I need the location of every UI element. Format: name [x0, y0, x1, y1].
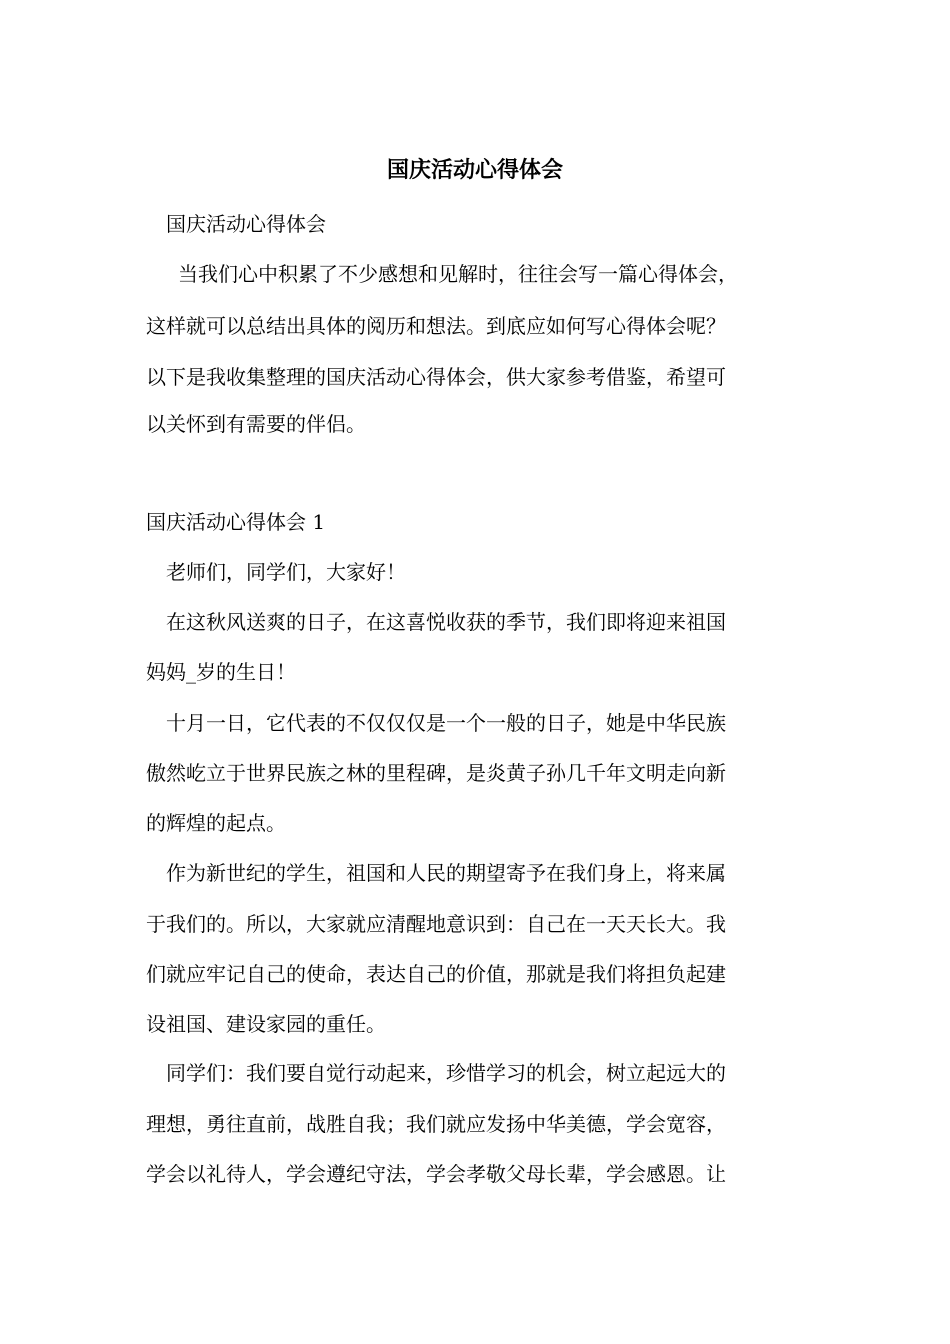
intro-line: 当我们心中积累了不少感想和见解时，往往会写一篇心得体会，: [178, 262, 738, 286]
paragraph-line: 于我们的。所以，大家就应清醒地意识到：自己在一天天长大。我: [146, 912, 726, 936]
paragraph-line: 在这秋风送爽的日子，在这喜悦收获的季节，我们即将迎来祖国: [166, 610, 726, 634]
paragraph-line: 十月一日，它代表的不仅仅仅是一个一般的日子，她是中华民族: [166, 711, 726, 735]
paragraph-line: 妈妈_岁的生日！: [146, 660, 296, 684]
intro-line: 这样就可以总结出具体的阅历和想法。到底应如何写心得体会呢？: [146, 314, 726, 338]
intro-line: 以下是我收集整理的国庆活动心得体会，供大家参考借鉴，希望可: [146, 365, 726, 389]
paragraph-line: 设祖国、建设家园的重任。: [146, 1012, 386, 1036]
paragraph-line: 们就应牢记自己的使命，表达自己的价值，那就是我们将担负起建: [146, 962, 726, 986]
document-subtitle: 国庆活动心得体会: [166, 212, 326, 236]
paragraph-line: 傲然屹立于世界民族之林的里程碑，是炎黄子孙几千年文明走向新: [146, 761, 726, 785]
paragraph-line: 理想，勇往直前，战胜自我；我们就应发扬中华美德，学会宽容，: [146, 1112, 726, 1136]
intro-line: 以关怀到有需要的伴侣。: [146, 412, 366, 436]
greeting-line: 老师们，同学们，大家好！: [166, 560, 406, 584]
section-heading: 国庆活动心得体会 1: [146, 510, 326, 534]
document-title: 国庆活动心得体会: [386, 157, 563, 183]
paragraph-line: 的辉煌的起点。: [146, 811, 286, 835]
paragraph-line: 学会以礼待人，学会遵纪守法，学会孝敬父母长辈，学会感恩。让: [146, 1162, 726, 1186]
paragraph-line: 作为新世纪的学生，祖国和人民的期望寄予在我们身上，将来属: [166, 861, 726, 885]
paragraph-line: 同学们：我们要自觉行动起来，珍惜学习的机会，树立起远大的: [166, 1061, 726, 1085]
